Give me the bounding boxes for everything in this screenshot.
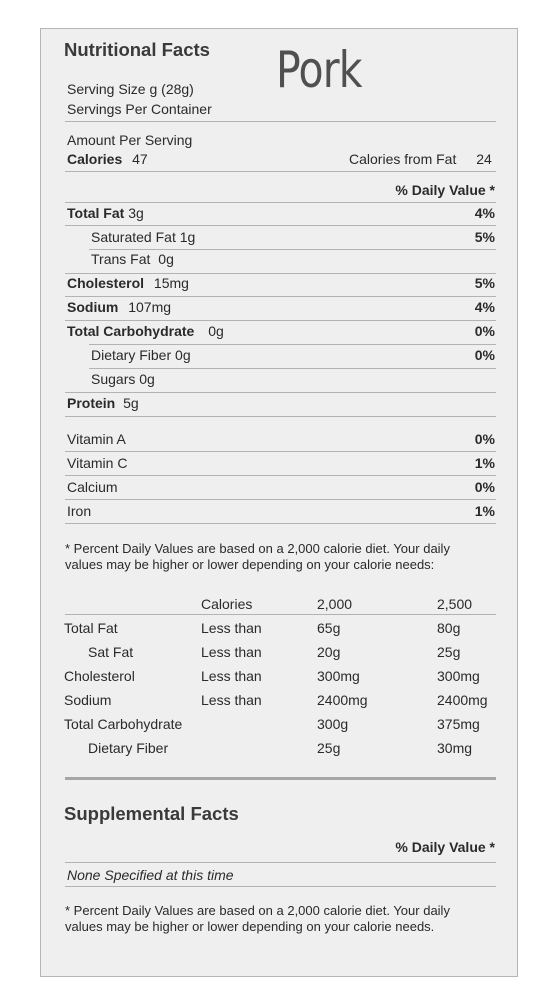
ref-cell: Dietary Fiber: [88, 740, 169, 756]
nutrient-dv: 4%: [474, 299, 495, 315]
nutrient-amount: 0g: [158, 251, 174, 267]
divider: [65, 523, 496, 524]
divider: [89, 344, 496, 345]
divider: [65, 862, 496, 863]
divider: [65, 225, 496, 226]
vitamin-name: Vitamin A: [67, 431, 126, 447]
nutrition-title: Nutritional Facts: [64, 39, 210, 60]
divider: [65, 475, 496, 476]
nutrient-dv: 5%: [474, 229, 495, 245]
nutrient-dietary-fiber: [91, 347, 191, 363]
supplemental-footnote: * Percent Daily Values are based on a 2,000 calorie diet. Your daily values may be higher or lower depending on your calorie needs.: [65, 903, 450, 934]
ref-cell: 300mg: [317, 668, 360, 684]
nutrient-amount: 15mg: [153, 275, 189, 291]
calories-value: 47: [132, 151, 148, 167]
ref-cell: 375mg: [437, 716, 480, 732]
ref-cell: Less than: [201, 668, 262, 684]
nutrient-saturated-fat: [91, 229, 195, 245]
divider: [65, 296, 496, 297]
calories-from-fat-row: [349, 151, 492, 167]
ref-header-2500: 2,500: [437, 596, 473, 612]
nutrient-amount: 1g: [179, 229, 196, 245]
divider: [65, 451, 496, 452]
ref-cell: 65g: [317, 620, 341, 636]
nutrient-sodium: [67, 299, 171, 315]
calories-from-fat-value: 24: [476, 151, 492, 167]
supplemental-daily-value-header: % Daily Value *: [395, 839, 495, 855]
nutrient-name: Cholesterol: [67, 275, 145, 291]
nutrient-total-fat: [67, 205, 144, 221]
nutrient-name: Sugars: [91, 371, 136, 387]
ref-cell: Sodium: [64, 692, 112, 708]
section-divider: [65, 777, 496, 780]
divider: [65, 320, 496, 321]
supplemental-none: None Specified at this time: [67, 867, 234, 883]
divider: [65, 614, 496, 615]
nutrient-amount: 0g: [139, 371, 155, 387]
divider: [65, 392, 496, 393]
vitamin-dv: 1%: [474, 455, 495, 471]
nutrient-name: Dietary Fiber: [91, 347, 172, 363]
nutrition-facts-panel: [40, 28, 518, 977]
divider: [65, 499, 496, 500]
vitamin-name: Iron: [67, 503, 92, 519]
vitamin-dv: 1%: [474, 503, 495, 519]
nutrient-sugars: [91, 371, 155, 387]
nutrient-protein: [67, 395, 139, 411]
ref-cell: 30mg: [437, 740, 473, 756]
daily-value-footnote: * Percent Daily Values are based on a 2,000 calorie diet. Your daily values may be higher or lower depending on your calorie needs:: [65, 541, 450, 572]
daily-value-header: % Daily Value *: [395, 182, 495, 198]
nutrient-cholesterol: [67, 275, 189, 291]
nutrient-name: Saturated Fat: [91, 229, 176, 245]
divider: [65, 273, 496, 274]
vitamin-dv: 0%: [474, 479, 495, 495]
vitamin-name: Vitamin C: [67, 455, 128, 471]
calories-label: Calories: [67, 151, 123, 167]
ref-cell: 25g: [317, 740, 341, 756]
divider: [65, 202, 496, 203]
ref-cell: 2400mg: [317, 692, 368, 708]
nutrient-amount: 0g: [175, 347, 191, 363]
ref-cell: Less than: [201, 692, 262, 708]
nutrient-name: Total Fat: [67, 205, 125, 221]
nutrient-dv: 5%: [474, 275, 495, 291]
vitamin-name: Calcium: [67, 479, 118, 495]
ref-cell: Less than: [201, 644, 262, 660]
ref-cell: 2400mg: [437, 692, 488, 708]
amount-per-serving: Amount Per Serving: [67, 132, 193, 148]
calories-from-fat-label: Calories from Fat: [349, 151, 457, 167]
nutrient-name: Total Carbohydrate: [67, 323, 195, 339]
divider: [89, 368, 496, 369]
nutrient-amount: 107mg: [128, 299, 172, 315]
nutrient-dv: 4%: [474, 205, 495, 221]
nutrient-amount: 0g: [208, 323, 224, 339]
supplemental-title: Supplemental Facts: [64, 803, 239, 824]
nutrient-name: Trans Fat: [91, 251, 151, 267]
divider: [65, 886, 496, 887]
ref-header-calories: Calories: [201, 596, 253, 612]
calories-row: [67, 151, 148, 167]
nutrient-name: Sodium: [67, 299, 119, 315]
divider: [65, 171, 496, 172]
ref-cell: Less than: [201, 620, 262, 636]
serving-size: Serving Size g (28g): [67, 81, 194, 97]
product-name: Pork: [276, 41, 362, 99]
nutrient-dv: 0%: [474, 347, 495, 363]
nutrient-total-carbohydrate: [67, 323, 224, 339]
divider: [65, 416, 496, 417]
nutrient-name: Protein: [67, 395, 116, 411]
ref-cell: 300g: [317, 716, 349, 732]
ref-cell: 25g: [437, 644, 461, 660]
ref-cell: 20g: [317, 644, 341, 660]
nutrient-dv: 0%: [474, 323, 495, 339]
vitamin-dv: 0%: [474, 431, 495, 447]
divider: [89, 249, 496, 250]
servings-per-container: Servings Per Container: [67, 101, 212, 117]
nutrient-trans-fat: [91, 251, 174, 267]
ref-cell: Total Carbohydrate: [64, 716, 183, 732]
ref-cell: Sat Fat: [88, 644, 134, 660]
ref-header-2000: 2,000: [317, 596, 353, 612]
ref-cell: 300mg: [437, 668, 480, 684]
ref-cell: Total Fat: [64, 620, 118, 636]
ref-cell: 80g: [437, 620, 461, 636]
nutrient-amount: 5g: [123, 395, 139, 411]
nutrient-amount: 3g: [128, 205, 144, 221]
divider: [65, 121, 496, 122]
ref-cell: Cholesterol: [64, 668, 135, 684]
